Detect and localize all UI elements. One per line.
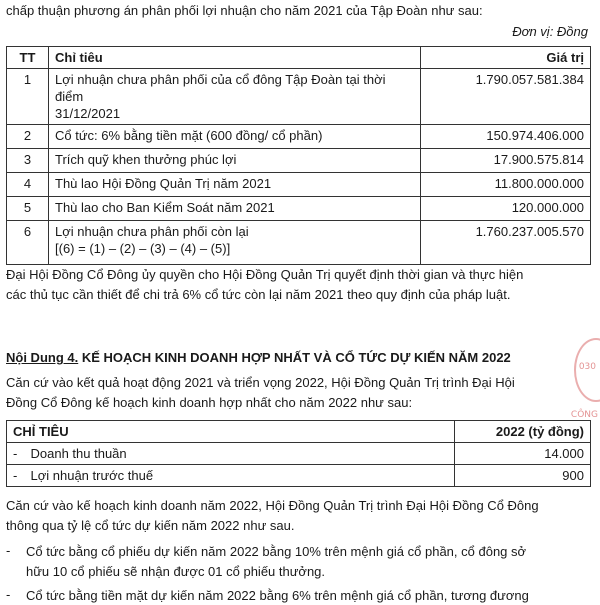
row-value: 17.900.575.814 xyxy=(421,149,591,173)
row-value: 11.800.000.000 xyxy=(421,173,591,197)
header-value: 2022 (tỷ đồng) xyxy=(455,421,591,443)
header-tt: TT xyxy=(7,47,49,69)
table-row xyxy=(7,173,591,197)
header-item: CHỈ TIÊU xyxy=(7,421,455,443)
bullet-dash: - xyxy=(6,543,11,558)
section4-line1: Căn cứ vào kết quả hoạt động 2021 và triển vọng 2022, Hội Đồng Quản Trị trình Đại Hội xyxy=(6,375,515,390)
row-tt: 5 xyxy=(7,197,49,221)
table-row xyxy=(7,125,591,149)
section4-line2: Đồng Cổ Đông kế hoạch kinh doanh hợp nhất cho năm 2022 như sau: xyxy=(6,395,413,410)
para2-line1: Căn cứ vào kế hoạch kinh doanh năm 2022, Hội Đồng Quản Trị trình Đại Hội Đồng Cổ Đông xyxy=(6,498,539,513)
table-header-row xyxy=(7,421,591,443)
stamp-text-number: 030 xyxy=(578,362,596,372)
table-row xyxy=(7,465,591,487)
table-row xyxy=(7,69,591,125)
row-value: 1.790.057.581.384 xyxy=(421,69,591,125)
header-value: Giá trị xyxy=(421,47,591,69)
row-tt: 2 xyxy=(7,125,49,149)
row-item: Lợi nhuận chưa phân phối của cổ đông Tập Đoàn tại thời điểm 31/12/2021 xyxy=(49,69,421,125)
row-value: 900 xyxy=(455,465,591,487)
table-row xyxy=(7,197,591,221)
row-item: Lợi nhuận trước thuế xyxy=(25,465,455,487)
row-tt: 4 xyxy=(7,173,49,197)
bullet-dash: - xyxy=(6,587,11,602)
row-tt: 1 xyxy=(7,69,49,125)
bullet-line2: hữu 10 cổ phiếu sẽ nhận được 01 cổ phiếu thưởng. xyxy=(26,564,326,579)
bullet-line1: Cổ tức bằng tiền mặt dự kiến năm 2022 bằng 6% trên mệnh giá cổ phần, tương đương xyxy=(26,588,529,603)
row-item: Doanh thu thuần xyxy=(25,443,455,465)
row-dash: - xyxy=(7,465,25,487)
para2-line2: thông qua tỷ lệ cổ tức dự kiến năm 2022 như sau. xyxy=(6,518,295,533)
profit-distribution-table xyxy=(6,46,591,265)
table-row xyxy=(7,443,591,465)
row-dash: - xyxy=(7,443,25,465)
section4-title: KẾ HOẠCH KINH DOANH HỢP NHẤT VÀ CỔ TỨC DỰ KIẾN NĂM 2022 xyxy=(78,350,511,365)
row-item: Thù lao cho Ban Kiểm Soát năm 2021 xyxy=(49,197,421,221)
section4-heading xyxy=(6,349,592,367)
header-item: Chỉ tiêu xyxy=(49,47,421,69)
bullet-line1: Cổ tức bằng cổ phiếu dự kiến năm 2022 bằng 10% trên mệnh giá cổ phần, cổ đông sở xyxy=(26,544,527,559)
row-tt: 3 xyxy=(7,149,49,173)
para1-line1: Đại Hội Đồng Cổ Đông ủy quyền cho Hội Đồng Quản Trị quyết định thời gian và thực hiện xyxy=(6,267,524,282)
unit-note: Đơn vị: Đồng xyxy=(512,24,588,39)
table-header-row xyxy=(7,47,591,69)
stamp-text-word: CÔNG xyxy=(570,410,598,420)
intro-line: chấp thuận phương án phân phối lợi nhuận cho năm 2021 của Tập Đoàn như sau: xyxy=(6,3,483,18)
row-value: 150.974.406.000 xyxy=(421,125,591,149)
row-item: Thù lao Hội Đồng Quản Trị năm 2021 xyxy=(49,173,421,197)
row-value: 1.760.237.005.570 xyxy=(421,221,591,265)
row-item: Lợi nhuận chưa phân phối còn lại [(6) = (1) – (2) – (3) – (4) – (5)] xyxy=(49,221,421,265)
row-value: 120.000.000 xyxy=(421,197,591,221)
table-row xyxy=(7,221,591,265)
section4-label: Nội Dung 4. xyxy=(6,350,79,365)
business-plan-table xyxy=(6,420,591,487)
row-item: Cổ tức: 6% bằng tiền mặt (600 đồng/ cổ phần) xyxy=(49,125,421,149)
row-value: 14.000 xyxy=(455,443,591,465)
table-row xyxy=(7,149,591,173)
row-item: Trích quỹ khen thưởng phúc lợi xyxy=(49,149,421,173)
para1-line2: các thủ tục cần thiết để chi trả 6% cổ tức còn lại năm 2021 theo quy định của pháp luật. xyxy=(6,287,511,302)
row-tt: 6 xyxy=(7,221,49,265)
